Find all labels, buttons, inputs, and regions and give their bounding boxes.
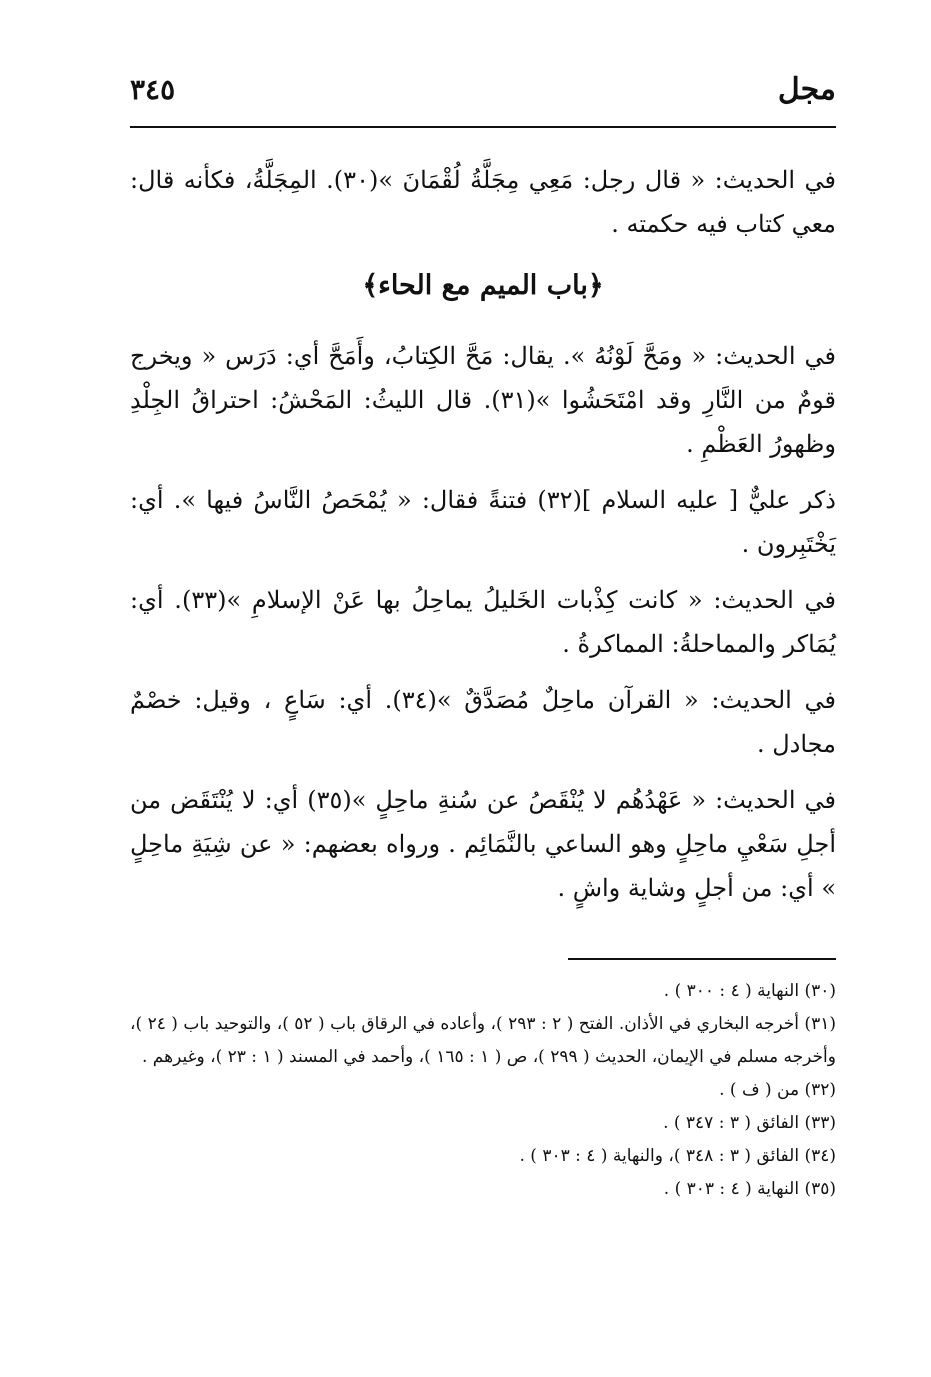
running-header: [130, 70, 836, 118]
footnote-35: (٣٥) النهاية ( ٤ : ٣٠٣ ) .: [663, 1179, 836, 1199]
footnote-rule: [568, 958, 836, 960]
main-text: [130, 158, 836, 922]
paragraph-mahl-khalil: في الحديث: « كانت كِذْبات الخَليلُ يماحِلُ بها عَنْ الإسلامِ »(٣٣). أي: يُمَاكر والمماحلةُ: المماكرةُ .: [130, 586, 836, 658]
section-heading: ﴿باب الميم مع الحاء﴾: [362, 270, 604, 301]
footnotes: [130, 975, 836, 1206]
footnote-31: (٣١) أخرجه البخاري في الأذان. الفتح ( ٢ : ٢٩٣ )، وأعاده في الرقاق باب ( ٥٢ )، والتوحيد باب ( ٢٤ )، وأخرجه مسلم في الإيمان، الحديث ( ٢٩٩ )، ص ( ١ : ١٦٥ )، وأحمد في المسند ( ١ : ٢٣ )، وغيرهم .: [130, 1014, 836, 1067]
footnote-34: (٣٤) الفائق ( ٣ : ٣٤٨ )، والنهاية ( ٤ : ٣٠٣ ) .: [519, 1146, 836, 1166]
header-rule: [130, 126, 836, 128]
page-number: ٣٤٥: [130, 73, 176, 106]
paragraph-mahl-ahd: في الحديث: « عَهْدُهُم لا يُنْقَصُ عن سُنةِ ماحِلٍ »(٣٥) أي: لا يُنْتَقَض من أجلِ سَعْيِ ماحِلٍ وهو الساعي بالنَّمَائِم . ورواه بعضهم: « عن شِيَةِ ماحِلٍ » أي: من أجلٍ وشاية واشٍ .: [130, 786, 836, 902]
paragraph-mahh: في الحديث: « ومَحَّ لَوْنُهُ ». يقال: مَحَّ الكِتابُ، وأَمَحَّ أي: دَرَس « ويخرج قومٌ من النَّارِ وقد امْتَحَشُوا »(٣١). قال الليثُ: المَحْشُ: احتراقُ الجِلْدِ وظهورُ العَظْمِ .: [130, 342, 836, 458]
footnote-33: (٣٣) الفائق ( ٣ : ٣٤٧ ) .: [663, 1113, 836, 1133]
paragraph-mahl-quran: في الحديث: « القرآن ماحِلٌ مُصَدَّقٌ »(٣٤). أي: سَاعٍ ، وقيل: خصْمٌ مجادل .: [130, 686, 836, 758]
running-head-word: مجل: [777, 72, 836, 107]
paragraph-majalla: في الحديث: « قال رجل: مَعِي مِجَلَّةُ لُقْمَانَ »(٣٠). المِجَلَّةُ، فكأنه قال: معي كتاب فيه حكمته .: [130, 166, 836, 238]
footnote-32: (٣٢) من ( ف ) .: [719, 1080, 836, 1100]
paragraph-mahs: ذكر عليٌّ [ عليه السلام ](٣٢) فتنةً فقال: « يُمْحَصُ النَّاسُ فيها ». أي: يَخْتَبِرون .: [130, 486, 836, 558]
footnote-30: (٣٠) النهاية ( ٤ : ٣٠٠ ) .: [663, 981, 836, 1001]
